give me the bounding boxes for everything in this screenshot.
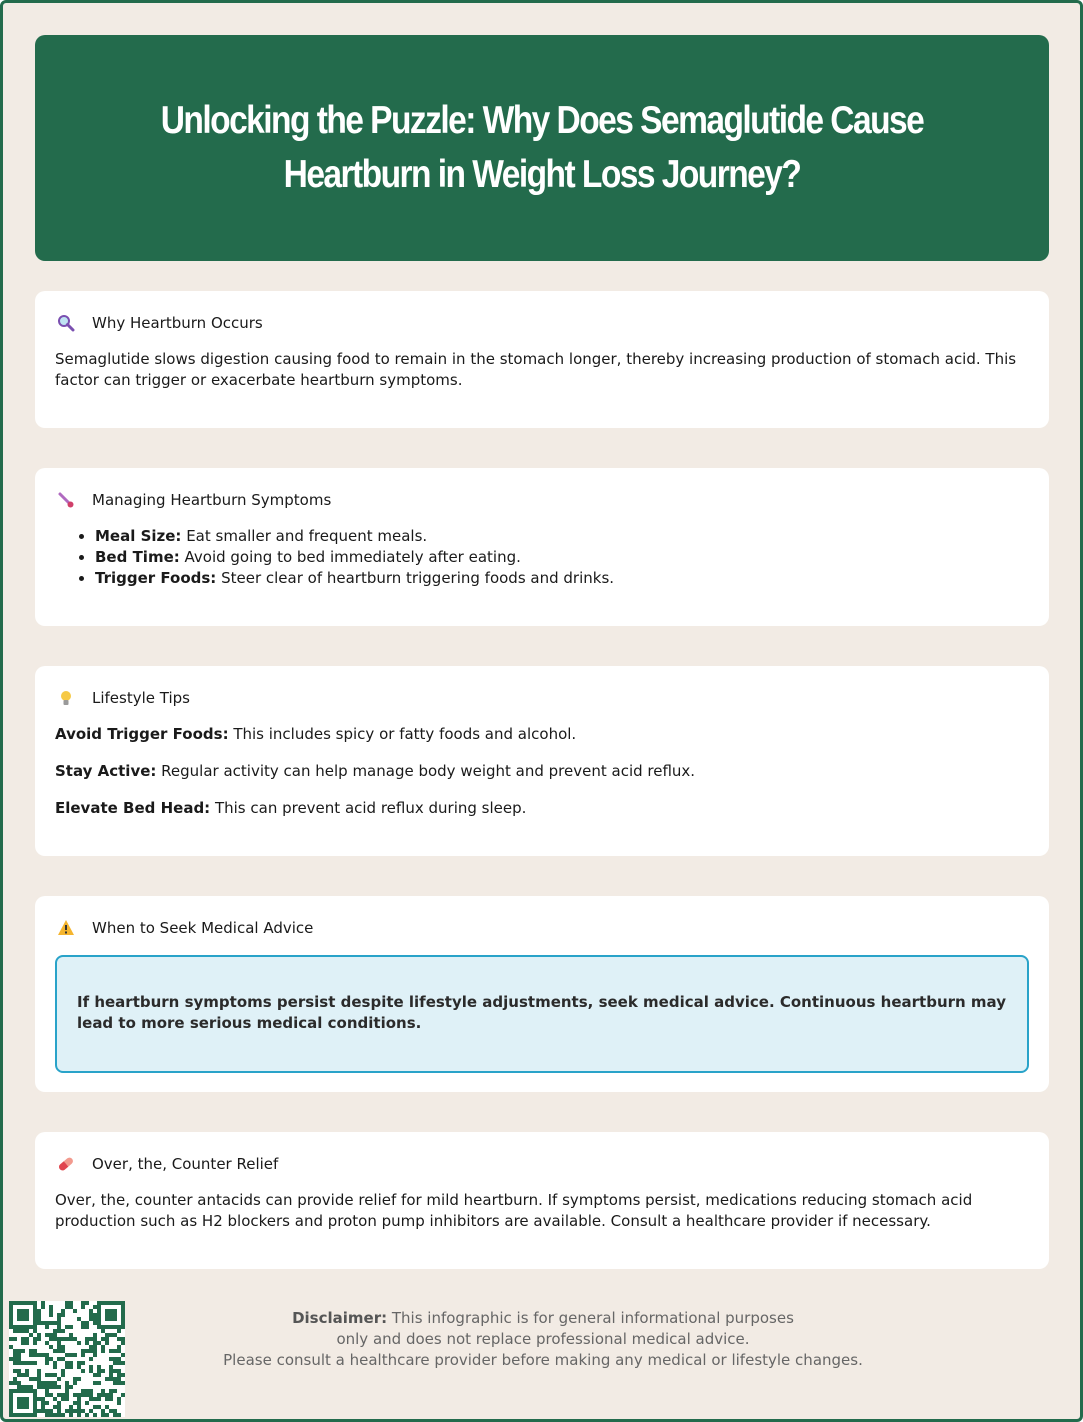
tip-item <box>55 798 1029 819</box>
section-managing-symptoms <box>35 468 1049 626</box>
tip-label: Stay Active: <box>55 762 157 780</box>
section-text: Over, the, counter antacids can provide relief for mild heartburn. If symptoms persist, medications reducing stomach acid production such as H2 blockers and proton pump inhibitors are available. Consult a healthcare provider if necessary. <box>55 1191 973 1230</box>
warning-icon <box>55 917 77 939</box>
magnifying-glass-icon <box>55 312 77 334</box>
section-header <box>55 488 1029 512</box>
section-otc-relief <box>35 1132 1049 1269</box>
section-title: When to Seek Medical Advice <box>92 919 314 937</box>
pill-icon <box>55 1153 77 1175</box>
page-title: Unlocking the Puzzle: Why Does Semaglutide Cause Heartburn in Weight Loss Journey? <box>160 99 924 196</box>
item-text: Steer clear of heartburn triggering foods and drinks. <box>216 569 615 587</box>
section-medical-advice <box>35 896 1049 1092</box>
list-item <box>95 547 1029 568</box>
medical-alert-box: If heartburn symptoms persist despite lifestyle adjustments, seek medical advice. Continuous heartburn may lead to more serious medical conditions. <box>55 955 1029 1073</box>
section-header <box>55 686 1029 710</box>
item-text: Avoid going to bed immediately after eating. <box>179 548 521 566</box>
tip-item <box>55 761 1029 782</box>
section-lifestyle-tips <box>35 666 1049 856</box>
list-item <box>95 568 1029 589</box>
item-label: Meal Size: <box>95 527 182 545</box>
list-item <box>95 526 1029 547</box>
section-text: Semaglutide slows digestion causing food to remain in the stomach longer, thereby increasing production of stomach acid. This factor can trigger or exacerbate heartburn symptoms. <box>55 350 1017 389</box>
tip-text: Regular activity can help manage body weight and prevent acid reflux. <box>156 762 696 780</box>
disclaimer-text: This infographic is for general informational purposes <box>387 1309 794 1327</box>
section-header <box>55 311 1029 335</box>
disclaimer-line <box>203 1308 883 1329</box>
section-why-heartburn <box>35 291 1049 428</box>
thermometer-icon <box>55 489 77 511</box>
tip-item <box>55 724 1029 745</box>
item-label: Trigger Foods: <box>95 569 217 587</box>
tip-text: This includes spicy or fatty foods and alcohol. <box>228 725 577 743</box>
item-label: Bed Time: <box>95 548 180 566</box>
disclaimer-line: only and does not replace professional medical advice. <box>336 1330 750 1348</box>
disclaimer <box>203 1308 883 1371</box>
tip-label: Avoid Trigger Foods: <box>55 725 229 743</box>
tip-text: This can prevent acid reflux during sleep. <box>210 799 527 817</box>
disclaimer-label: Disclaimer: <box>292 1309 388 1327</box>
section-header <box>55 1152 1029 1176</box>
section-title: Lifestyle Tips <box>92 689 190 707</box>
item-text: Eat smaller and frequent meals. <box>181 527 428 545</box>
tip-label: Elevate Bed Head: <box>55 799 211 817</box>
section-title: Why Heartburn Occurs <box>92 314 263 332</box>
disclaimer-line: Please consult a healthcare provider before making any medical or lifestyle changes. <box>223 1351 863 1369</box>
symptom-list <box>55 526 1029 589</box>
section-title: Managing Heartburn Symptoms <box>92 491 332 509</box>
section-header <box>55 916 1029 940</box>
header-banner <box>35 35 1049 261</box>
lightbulb-icon <box>55 687 77 709</box>
qr-code-icon <box>9 1301 125 1417</box>
section-title: Over, the, Counter Relief <box>92 1155 279 1173</box>
